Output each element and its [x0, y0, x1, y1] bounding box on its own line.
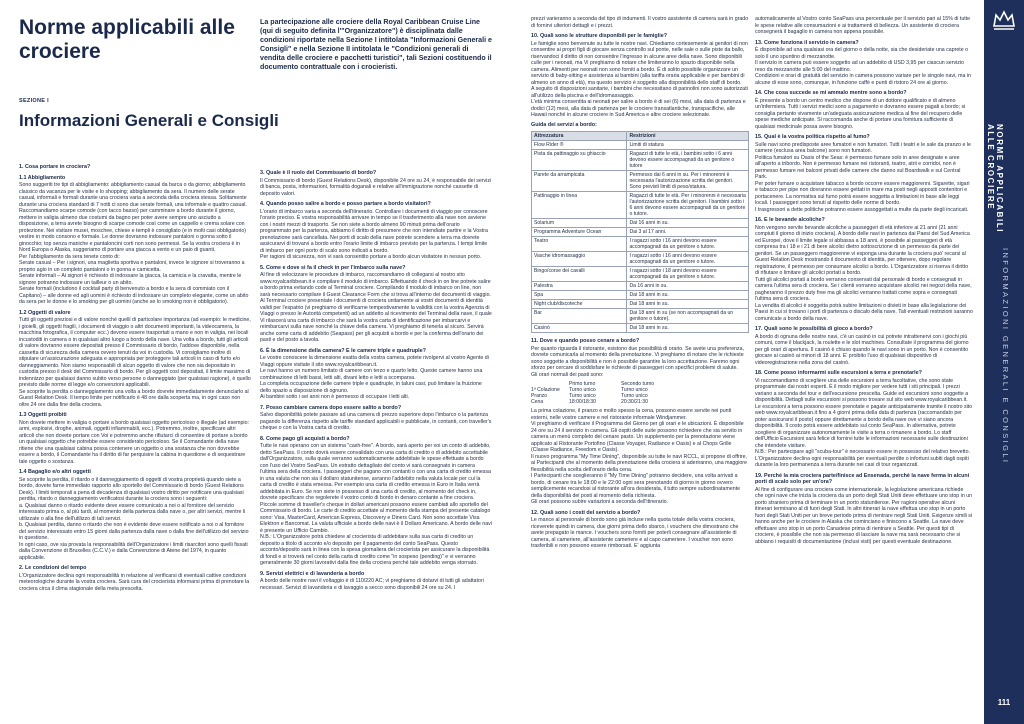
table-cell: Dai 18 anni in su (se non accompagnati da un genitore o tutore).: [627, 309, 749, 324]
table-row: [532, 267, 749, 282]
table-cell: Bingo/corse dei cavalli: [532, 267, 627, 282]
body-paragraph: La prima colazione, il pranzo e molto spesso la cena, possono essere servite nei punti esterni, nelle vostre camere e nel ristorante informale Windjammer. Vi preghiamo di verificare il Programma del Giorno per gli orari e le ubicazioni. È disponibile 24 ore su 24 il servizio in camera. Gli ospiti delle suite possono richiedere che sia servito in camera un menù completo del cenare pasto. Un supplemento per la prenotazione viene applicato al Ristorante Portofino (Classe Voyager, Radiance e Oasis) e al Chops Grille (Classe Radiance, Freedom e Oasis). Il nuovo programma "My Time Dining", disponibile su tutte le navi RCCL, si propone di offrire, ai Partecipanti che al momento della prenotazione della crociera si aderiranno, una maggiore flessibilità nella scelta dell'orario della cena. I Partecipanti che sceglieranno il "My Time Dining" potranno decidere, una volta arrivati a bordo, di cenare tra le 18:00 e le 22:00 ogni sera prenotando di giorno in giorno ovvero semplicemente recandosi al ristorante all'ora desiderata, il tutto sempre subordinatamente della disponibilità dei posti al momento della richiesta. Gli orari possono subire variazioni a seconda dell'itinerario.: [531, 408, 748, 505]
section-heading: 1. Cosa portare in crociera?: [19, 164, 91, 170]
section-heading: 7. Posso cambiare camera dopo essere salito a bordo?: [260, 404, 402, 411]
schedule-cell: Turno unico: [569, 387, 596, 393]
schedule-cell: Pranzo: [531, 393, 548, 399]
table-row: [532, 252, 749, 267]
schedule-cell: Turno unico: [621, 387, 648, 393]
section-heading: 1.4 Bagaglio e/o altri oggetti: [19, 469, 91, 475]
table-row: [532, 228, 749, 237]
section-heading: 1.2 Oggetti di valore: [19, 309, 71, 316]
body-paragraph: Al fine di configurare una crociera come internazionale, la legislazione americana richiede che ogni nave che inizia la crociera da un porto degli Stati Uniti deve effettuare uno stop in un porto straniero prima di terminare in un porto statunitense. Per ragioni operative alcuni itinerari terminano al di fuori degli Stati. In altri itinerari la nave effettua uno stop in un porto fuori degli Stati Uniti per un breve periodo prima di rientrare negli Stati Uniti. Esigenze simili si hanno anche per le crociere in Alaska che cominciano e finiscono a Seattle. La nave deve effettuare uno stop in un porto Canadese prima di rientrare a Seattle. Per questi tipi di crociere, è possibile che non sia permesso di lasciare la nave ma sarà necessario che si abbiano i requisiti di documentazione (inclusi visti) per questi eventuale destinazione.: [755, 486, 973, 545]
schedule-cell: Turno unico: [621, 393, 648, 399]
intro-paragraph: La partecipazione alle crociere della Royal Caribbean Cruise Line (qui di seguito definita l'"Organizzatore") è disciplinata dalle condizioni riportate nella Sezione I intitolata "Informazioni Generali e Consigli" e nella Sezione II intitolata le "Condizioni generali di vendita delle crociere e pacchetti turistici", tali Sezioni costituendo il documento contrattuale con i crocieristi.: [260, 18, 492, 71]
body-paragraph: Le mance al personale di bordo sono già incluse nella quota totale della vostra crociera, riceverete quindi in camera, due giorni prima dello sbarco, i vouchers che dimostrano che avete prepagato le mance. I vouchers sono forniti per poterli consegnare all'assistente di camera, al cameriere, all'assistente cameriere e al capo cameriere. I voucher non sono trasferibili e non possono essere rimborsati. E' aggiunta: [531, 517, 739, 549]
table-row: [532, 219, 749, 228]
body-paragraph: Al fine di velocizzare le procedure di imbarco, raccomandiamo di collegarsi al nostro sito www.royalcaribbean.it e compilare il modulo di imbarco. Effettuando il check in on line potrete salire a bordo prima evitando code al Terminal crociere. Compilando il modulo di imbarco on line, non sarà necessario compilare il Guest Clearance Form che si trova all'interno dei documenti di viaggio. Al Terminal crociere presentate i documenti di crociera unitamente ai vostri documenti di identità validi per l'espatrio (vi preghiamo di verificarne tempestivamente la validità con la vostra Agenzia di Viaggi o presso le Autorità competenti) ad un addetto al ricevimento del Terminal della nave, il quale Vi rilascerà una carta di imbarco che sarà la vostra carta di identificazione per imbarcarvi e reimbarcarvi sulla nave nonché la chiave della camera. Vi preghiamo di tenerla al sicuro. Servirà anche come carta di addebito (Seapass) per gli acquisti a bordo e per la conferma dell'orario dei pasti e del posto a tavola.: [260, 272, 492, 343]
table-title: Guida dei servizi a bordo:: [531, 121, 597, 128]
table-cell: Flow Rider ®: [532, 141, 627, 150]
section-heading: 12. Quali sono i costi del servizio a bordo?: [531, 509, 641, 516]
body-paragraph: Tutte le navi operano con un sistema "cash-free". A bordo, sarà aperto per voi un conto di addebito, detto SeaPass. Il conto dovrà essere convalidato con una carta di credito o di addebito accettabile dall'Organizzatore, sulla quale verranno automaticamente addebitate le spese effettuate a bordo con l'uso del Vostro SeaPass. Un estratto dettagliato del conto vi sarà consegnato in camera l'ultima sera della crociera. I passeggeri che pagano con contanti o con una carta di credito emessa in una valuta che non sia il dollaro statunitense, avranno l'addebito nella valuta locale per cui la carta di credito è stata emessa. Per esempio una carta di credito emessa in Euro in Italia verrà addebitata in Euro. Se non siete in possesso di una carta di credito, al momento del check in, dovrete specificare che regolerete il vostro conto di bordo in denaro contante a fine crociera. Piccole somme di traveller's cheque in dollari americani possono essere cambiati allo sportello del Commissario di bordo. Le carte di credito accettate al momento della stampa del presente catalogo sono: Visa, MasterCard, American Express, Discovery e Diners Card. Non sono accettate Visa Elektron e Bancomat. La valuta ufficiale a bordo delle navi è il Dollaro Americano. A bordo delle navi è presente un Ufficio Cambio. N.B.: L'Organizzatore potrà chiedere al crocierista di addebitare sulla sua carta di credito un deposito a titolo di acconto e/o deposito per il pagamento del conto SeaPass. Questo acconto/deposito sarà in linea con la spesa giornaliera del crocierista per assicurare la disponibilità di fondi e si troverà nel conto della carta di credito come "in sospeso (pending)" e vi verranno generalmente 30 giorni lavorativi dalla fine della crociera perché tale addebito venga stornato.: [260, 443, 492, 566]
table-cell: Da 16 anni in su.: [627, 282, 749, 291]
schedule-cell: 18:00/18:30: [569, 399, 596, 405]
schedule-cell: Primo turno: [569, 381, 596, 387]
section-heading: 19. Perché la mia crociera parte/finisce ad Ensenada, perché la nave ferma in alcuni porti di scalo solo per un'ora?: [755, 472, 970, 485]
body-paragraph: Vi raccomandiamo di scegliere una delle escursioni a terra facoltative, che sono state programmate dai nostri esperti. È il modo migliore per vedere tutti i siti principali. I prezzi variano a seconda del tour e dell'escursione prescelta. Guide ed escursioni sono soggette a disponibilità. Dettagli sulle escursioni si possono trovare sul sito web www.royalcaribbean.it. Le escursioni a terra possono essere prenotate e pagate anticipatamente tramite il nostro sito web www.royalcaribbean.it fino a 4 giorni prima della data di partenza (raccomandato per poter assicurarsi il posto) oppure direttamente a bordo della nave ove vi siano ancora disponibilità. Il costo potrà essere addebitato sul conto SeaPass. In alternativa, potrete scegliere di organizzare autonomamente le visite a terra o rimanere a bordo. Lo staff dell'Ufficio Escursioni sarà felice di fornirvi tutte le informazioni necessarie sulle destinazioni che intendete visitare. N.B.: Per partecipare agli "scuba-tour" è necessario essere in possesso del relativo brevetto. L'Organizzatore declina ogni responsabilità per eventuali perdite o infortuni subiti dagli ospiti durante la loro permanenza a terra durante nei casi di tour organizzati.: [755, 377, 973, 468]
schedule-cell: Secondo turno: [621, 381, 655, 387]
table-cell: Dai 18 anni in su.: [627, 300, 749, 309]
section-heading: 17. Quali sono le possibilità di gioco a bordo?: [755, 326, 873, 332]
table-row: [532, 150, 749, 171]
table-cell: Ragazzi di tutte le età. Per i minorenni è necessaria l'autorizzazione scritta dei genitori. I bambini sotto i 6 anni devono essere accompagnati da un genitore o tutore.: [627, 192, 749, 219]
section-heading: 4. Quando posso salire a bordo e posso partare a bordo visitatori?: [260, 201, 431, 207]
body-paragraph: L'orario di imbarco varia a seconda dell'itinerario. Controllare i documenti di viaggio per conoscere l'orario preciso. È vostra responsabilità arrivare in tempo se il trasferimento alla nave non avviene con i nostri mezzi di trasporto. Se non siete a bordo almeno 90 minuti prima dell'orario programmato per la partenza, abbiamo il diritto di presumere che non intendiate partire e la Vostra prenotazione sarà cancellata. Nei porti di scalo della nave potrete scendere a terra ma dovrete assicurarvi di trovarvi a bordo entro l'orario limite di imbarco previsto per la partenza. I tempi limite di imbarco per ogni porto di scalo sono indicati a bordo. Per ragioni di sicurezza, non vi sarà consentito portare a bordo alcun visitatore in nessun porto.: [260, 208, 488, 260]
table-cell: I ragazzi sotto i 16 anni devono essere accompagnati da un genitore o tutore.: [627, 252, 749, 267]
table-cell: Vasche idromassaggio: [532, 252, 627, 267]
table-cell: Dai 3 al 17 anni.: [627, 228, 749, 237]
page-title: Norme applicabili alle crociere: [19, 16, 235, 63]
body-paragraph: Tutti gli oggetti preziosi e di valore nonché quelli di particolare importanza (ad esempio: le medicine, i gioielli, gli oggetti fragili, i documenti di viaggio o altri documenti importanti, la videocamera, la macchina fotografica, il computer ecc.) devono essere trasportati a mano e non in valigia, nei locali incustoditi in camera o in qualsiasi altro luogo a bordo della nave. Una volta a bordo, tutti gli articoli di valore dovranno essere depositati presso il Commissario di bordo, l'addove disponibile, nella cassetta di sicurezza della camera ovvero tenuti da voi in custodia. Vi consigliamo inoltre di stipulare un'assicurazione adeguata e appropriata per proteggere tali articoli in caso di furto e/o danneggiamento. Non siamo responsabili di alcun oggetto di valore che non sia depositato in custodia presso il desk del Commissario di bordo. Per gli oggetti così depositati, il limite massimo di indennizzo per qualsiasi danno subito verso persone o danneggiato (per qualsiasi ragione), è quello previsto dalle norme di legge e/o convenzioni applicabili. Se scoprite la perdita o danneggiamento una volta a bordo dovrete immediatamente denunciarlo al Guest Relation Desk. Il tempo limite per notificarlo è 48 ore dalla scoperta ma, in ogni caso non oltre 24 ore dalla fine della crociera.: [19, 317, 251, 408]
body-paragraph: L'Organizzatore declina ogni responsabilità in relazione al verificarsi di eventuali cattive condizioni meteorologiche durante la vostra crociera. Sarà cura del crocierista informarsi prima di prenotare la crociera circa il clima stagionale della meta prescelta.: [19, 572, 250, 592]
table-header-restrizioni: Restrizioni: [627, 132, 749, 141]
section-heading: 1.1 Abbigliamento: [19, 174, 66, 181]
table-cell: Night club/discoteche: [532, 300, 627, 309]
services-table: [531, 131, 749, 333]
schedule-cell: Turno unico: [569, 393, 596, 399]
vertical-title-line-2: ALLE CROCIERE: [986, 124, 995, 211]
body-paragraph: Se scoprite la perdita, il ritardo o il danneggiamento di oggetti di vostra proprietà quando siete a bordo, dovete farne immediato rapporto allo sportello del Commissario di bordo (Guest Relations Desk). I limiti temporali a pena di decadenza di qualsiasi vostro diritto per notificare una qualsiasi perdita, ritardo o danneggiamento verificatosi durante la crociera sono i seguenti: a. Qualsiasi danno o ritardo evidente deve essere comunicato a noi o al fornitore del servizio interessato prima o, al più tardi, al momento della partenza dalla nave o, per altri servizi, mentre li utilizzate o alla fine dell'utilizzo di tali servizi. b. Qualsiasi perdita, danno o ritardo che non è evidente deve essere notificato a noi o al fornitore del servizio interessato entro 15 giorni dalla partenza dalla nave o dalla fine dell'utilizzo del servizio in questione. In ogni caso, ove sia provata la responsabilità dell'Organizzatore i limiti risarcitori sono quelli fissati dalla Convenzione di Bruxelles (C.C.V.) e dalla Convenzione di Atene del 1974, in quanto applicabile.: [19, 476, 249, 561]
schedule-cell: Cena: [531, 399, 544, 405]
meal-schedule: [531, 381, 749, 405]
body-paragraph: A bordo di ognuna delle nostre navi, c'è un casinò in cui potrete intrattenervi con i giochi più comuni, come il blackjack, la roulette e le slot machines. Consultate il programma del giorno per gli orari di apertura. Il casinò è chiuso quando le navi sono in un porto. Non è consentito giocare ai casinò ai minori di 18 anni. E' proibito l'uso di qualsiasi dispositivo di videoregistrazione nella zona del casinò.: [755, 333, 969, 366]
section-heading: 3. Quale è il ruolo del Commissario di bordo?: [260, 170, 377, 176]
section-heading: 18. Come posso informarmi sulle escursioni a terra e prenotarle?: [755, 370, 922, 376]
section-heading: 2. Le condizioni del tempo: [19, 565, 87, 571]
table-row: [532, 141, 749, 150]
table-row: [532, 300, 749, 309]
body-paragraph: Sono suggeriti tre tipi di abbigliamento: abbigliamento casual da barca o da giorno; abbigliamento classico da vacanza per le visite e lo shopping; abbigliamento da sera. Il numero delle serate casual, informali e formali durante una crociera varia a seconda della crociera stessa. Solitamente durante una crociera standard di 7 notti ci sono due serate formali, una informale e quattro casual. Raccomandiamo scarpe comode (con tacco basso) per camminare a bordo durante il giorno, mettere in valigia almeno due costumi da bagno per poter avere sempre uno asciutto a disposizione, a terra avrete bisogno di scarpe comode così come un cappello e crema solare con protezione. Nei visitare musei, moschee, chiese e templi è consigliato (e in molti casi obbligatorio) vestire in modo consono e formale. Le donne dovranno indossare pantaloni o gonna sotto il ginocchio; top senza maniche e pantaloncini corti non sono permessi. Se la vostra crociera è in Nord Europa o Alaska, suggeriamo di portare una giacca a vento e un paio di guanti. Per l'abbigliamento da sera tenete conto di: Serate casual – Per i signori, una maglietta sportiva e pantaloni, invece le signore si troveranno a proprio agio in un completo pantaloni o in gonna e camicetta. Serate informali – Ai signori è richiesto di indossare la giacca, la camicia e la cravatta, mentre le signore potranno indossare un tailleur o un abito. Serate formali (includono il cocktail party di benvenuto a bordo e la sera di commiato con il Capitano) – alle donne ed agli uomini è richiesto di indossare un completo elegante, come un abito da sera per le donne e lo smoking per gli uomini (anche se lo smoking non è obbligatorio).: [19, 182, 249, 305]
body-paragraph: Non vengono servite bevande alcoliche a passeggeri di età inferiore ai 21 anni (21 anni compiuti il giorno di inizio crociera). A bordo delle navi in partenza dai Paesi del Sud America ed Europei, dove il limite legale si abbassa a 18 anni, è possibile ai passeggeri di età compresa tra i 18 e i 21 di bere alcolici dietro sottoscrizione di un permesso da parte dei genitori. Se un passeggero maggiorenne vi esponga una durante la crociera può' recarsi al Guest Relation Desk mostrando il documento di identità, per ottenere, dopo regolare registrazione, il permesso per consumare alcolici a bordo. L'Organizzatore si riserva il diritto di rifiutare o limitare gli alcolici portati a bordo. Tutti gli alcolici portati a bordo verranno conservati dal personale di bordo e consegnati in camera l'ultima sera di crociera. Se i clienti vorranno acquistare alcolici nei negozi della nave, pagheranno il prezzo duty free ma gli alcolici verranno trattati come sopra e consegnati l'ultima sera di crociera. La vendita di alcolici è soggetta potrà subire limitazioni o divieti in base alla legislazione dei Paesi in cui si trovano i porti di partenza o discalo della nave. Tali eventuali restrizioni saranno comunicate a bordo della nave.: [755, 224, 973, 322]
table-row: [532, 171, 749, 192]
vertical-title-line-1: NORME APPLICABILI: [995, 124, 1004, 234]
table-row: [532, 291, 749, 300]
table-cell: Permesso dai 6 anni in su. Per i minorenni è necessaria l'autorizzazione scritta dei genitori. Sono previsti limiti di peso/statura.: [627, 171, 749, 192]
table-cell: Spa: [532, 291, 627, 300]
section-title: Informazioni Generali e Consigli: [19, 111, 279, 130]
section-label: SEZIONE I: [19, 98, 49, 104]
table-cell: Dai 18 anni in su.: [627, 291, 749, 300]
body-paragraph: Per quanto riguarda il ristorante, esistono due possibilità di orario. Se avete una preferenza, dovrete comunicarla al momento della prenotazione. Vi preghiamo di notare che le richieste sono soggette a disponibilità e non è possibile garantire la loro accettazione. Faremo ogni sforzo per cercare di soddisfare le richieste di passeggeri con specifici problemi di salute. Gli orari normali dei pasti sono:: [531, 345, 745, 378]
sidebar-vertical-subtitle: INFORMAZIONI GENERALI E CONSIGLI: [1001, 248, 1010, 465]
body-paragraph: È disponibile ad una qualsiasi ora del giorno o della notte, sia che desideriate una caprete o solo il uno spuntino di mezzanotte. Il servizio in camera può essere soggetto ad un addebito di USD 3,95 per ciascun servizio reso da mezzanotte alle 5:00 del mattino. Condizioni e orari di gratuità del servizio in camera possono variare per le singole navi, ma in alcune di esse sono, comunque, in funzione caffè e punti di ristoro 24 ore al giorno.: [755, 47, 971, 86]
table-cell: Pattinaggio in linea: [532, 192, 627, 219]
table-cell: Palestra: [532, 282, 627, 291]
section-heading: 8. Come pago gli acquisti a bordo?: [260, 435, 350, 442]
table-header-attrezzatura: Attrezzatura: [532, 132, 627, 141]
section-heading: 16. E le bevande alcoliche?: [755, 217, 825, 223]
table-row: [532, 237, 749, 252]
section-heading: 9. Servizi elettrici e di lavanderia a bordo: [260, 570, 365, 577]
page-number: 111: [997, 698, 1011, 707]
column-2: [260, 166, 492, 706]
column-1: [19, 160, 251, 708]
table-row: [532, 192, 749, 219]
table-cell: Programma Adventure Ocean: [532, 228, 627, 237]
body-paragraph: prezzi varieranno a seconda del tipo di indumenti. Il vostro assistente di camera sarà in grado di fornirvi ulteriori dettagli e i prezzi.: [531, 16, 749, 29]
table-cell: I ragazzi sotto i 18 anni devono essere accompagnati da un genitore o tutore.: [627, 267, 749, 282]
table-cell: Ragazzi di tutte le età, i bambini sotto i 6 anni devono essere accompagnati da un genitore o tutore: [627, 150, 749, 171]
body-paragraph: Non dovete mettere in valigia o portare a bordo qualsiasi oggetto pericoloso o illegale (ad esempio: armi, esplosivi, droghe, animali, oggetti infiammabili, ecc.). Potremmo, inoltre, specificare altri articoli che non dovete portare con Voi e potremmo anche rifiutarci di consentire di portare a bordo un qualsiasi oggetto che potrebbe essere considerato pericoloso. Se il Comandante della nave ritiene che una qualsiasi cabina possa contenere un oggetto o una sostanza che non dovrebbe essere a bordo, il Comandante ha il diritto di far perquisire la cabina in questione e di sequestrare tale oggetto o sostanza.: [19, 419, 249, 465]
table-row: [532, 324, 749, 333]
body-paragraph: Salvo disponibilità potete passare ad una camera di prezzo superiore dopo l'imbarco o la partenza pagando la differenza rispetto alle tariffe standard applicabili e pubblicate, in contanti, con traveller's cheque o con la Vostra carta di credito.: [260, 412, 492, 431]
section-heading: 5. Come e dove si fa il check in per l'imbarco sulla nave?: [260, 264, 406, 271]
table-cell: Solarium: [532, 219, 627, 228]
body-paragraph: Le vostre conoscere la dimensione esatta della vostra camera, potete rivolgervi al vostro Agente di Viaggi oppure visitate il sito www.royalcaribbean.it. Le navi hanno un numero limitato di camere con terzo e quarto letto. Queste camere hanno una combinazione di letti bassi, letti alti, divani letto e letti a scomparsa. La completa occupazione delle camere triple e quadruple, in taluni casi, può limitare la fruizione dello spazio a disposizione di ognuno. Ai bambini sotto i sei anni non è permesso di occupare i letti alti.: [260, 355, 489, 400]
sidebar-vertical-title: [986, 124, 1004, 233]
section-heading: 14. Che cosa succede se mi ammalo mentre sono a bordo?: [755, 90, 907, 96]
section-heading: 1.3 Oggetti proibiti: [19, 412, 67, 418]
section-heading: 15. Qual è la vostra politica rispetto al fumo?: [755, 134, 870, 140]
table-cell: Pista da pattinaggio su ghiaccio: [532, 150, 627, 171]
section-heading: 6. È la dimensione della camera? E le camere triple e quadruple?: [260, 347, 426, 354]
table-cell: Bar: [532, 309, 627, 324]
schedule-cell: 1ª Colazione: [531, 387, 560, 393]
body-paragraph: È presente a bordo un centro medico che dispone di un dottore qualificato e di almeno un'infermiera. Tutti i servizi medici sono a pagamento e dovranno essere pagati a bordo; si consiglia pertanto vivamente un'adeguata assicurazione medica al fine del recupero delle spese mediche anticipate. Si raccomanda anche di portare una fornitura sufficiente di qualsiasi medicinale possa avere bisogno.: [755, 97, 966, 130]
table-cell: Limiti di statura: [627, 141, 749, 150]
table-cell: Teatro: [532, 237, 627, 252]
body-paragraph: A bordo delle nostre navi il voltaggio è di 110/220 AC; vi preghiamo di dotarvi di tutti gli adattatori necessari. Servizi di lavanderia e di lavaggio a secco sono disponibili 24 ore su 24. I: [260, 578, 484, 591]
table-row: [532, 282, 749, 291]
body-paragraph: Il Commissario di bordo (Guest Relations Desk), disponibile 24 ore su 24, è responsabile dei servizi di banca, posta, informazioni, formalità doganali e relative all'immigrazione nonché cassette di deposito valori.: [260, 177, 492, 197]
body-paragraph: Le famiglie sono benvenute su tutte le nostre navi. Chiediamo cortesemente ai genitori di non consentire ai propri figli di giocare senza controllo sul ponte, nelle sale o sulle piste da ballo, riservandoci il diritto di non consentire l'ingresso in alcune aree della nave. Sono disponibili culle per i neonati, ma Vi preghiamo di notare che limiteranno lo spazio disponibile nella camera. Alimenti per neonati non sono forniti a bordo. È di solito possibile organizzare un servizio di baby-sitting e assistenza ai bambini (alla tariffa oraria applicabile e per bambini di almeno un anno di età), ma questo servizio è soggetto alla disponibilità dello staff di bordo. A seguito di disposizioni sanitarie, i bambini che necessitano di pannolini non sono autorizzati all'utilizzo della piscina e dell'idromassaggio. L'età minima consentita ai neonati per salire a bordo è di sei (6) mesi, alla data di partenza e dodici (12) mesi, alla data di partenza per le crociere transatlantiche, transpacifiche, alle Hawaii nonché in alcune crociere in Sud America e altre crociere selezionate.: [531, 40, 748, 118]
table-cell: I ragazzi sotto i 16 anni devono essere accompagnati da un genitore o tutore.: [627, 237, 749, 252]
column-4: [755, 16, 973, 706]
column-3: [531, 16, 749, 706]
section-heading: 11. Dove e quando posso cenare a bordo?: [531, 338, 640, 344]
table-cell: Dai 16 anni in su.: [627, 219, 749, 228]
section-heading: 13. Come funziona il servizio in camera?: [755, 39, 859, 46]
table-row: [532, 309, 749, 324]
schedule-cell: 20:30/21:30: [621, 399, 648, 405]
crown-anchor-logo-icon: [991, 8, 1017, 32]
table-cell: Casinò: [532, 324, 627, 333]
table-cell: Dai 18 anni in su.: [627, 324, 749, 333]
table-cell: Parete da arrampicata: [532, 171, 627, 192]
section-heading: 10. Quali sono le strutture disponibili per le famiglie?: [531, 33, 667, 39]
body-paragraph: Sulle navi sono predisposte aree fumatori e non fumatori. Tutti i teatri e le sale da pranzo e le camere (esclusa area balcone) sono non fumatori. Politica fumatori su Oasis of the Seas: è permesso fumare solo in aree designate e aree all'aperto a tribordo. Non è permesso fumare nei ristoranti, teatro, atrii e corridoi, non è permesso fumare nei balconi privati delle camere che danno sul Boardwalk e sul Central Park. Per poter fumare o acquistare tabacco a bordo occorre essere maggiorenni. Sigarette, sigari e tabacco per pipe non dovranno essere gettati in mare ma posti negli appositi contenitori e portacenere. La normativa sul fumo potrà essere soggetta a limitazioni in base alle leggi locali. I passeggeri sono tenuti al rispetto delle norme di bordo. I trasgressori a dette politiche potranno essere assoggettati a multe da parte degli incaricati.: [755, 141, 971, 213]
body-paragraph: automaticamente al Vostro conto SeaPass una percentuale per il servizio pari al 15% di tutte le spese relative alle consumazioni e ai trattamenti di bellezza. Un assistente di crociera consegnerà il bagaglio in camera non appena possibile.: [755, 16, 971, 35]
